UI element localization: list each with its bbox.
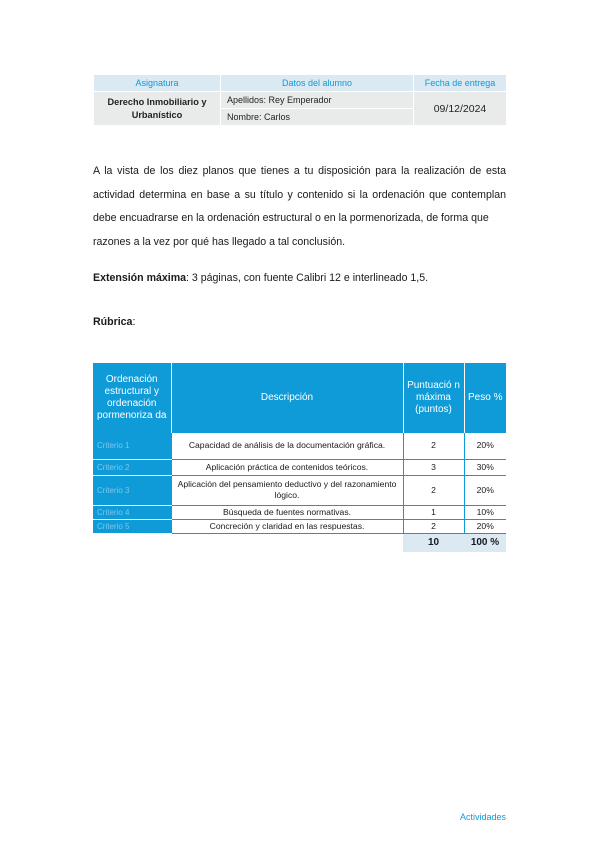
total-weight: 100 % xyxy=(464,533,506,552)
extension-text: : 3 páginas, con fuente Calibri 12 e interlineado 1,5. xyxy=(186,272,429,284)
header-col-date: Fecha de entrega xyxy=(414,75,507,92)
criterion-cell: Criterio 5 xyxy=(93,519,171,533)
rubric-label: Rúbrica xyxy=(93,316,133,328)
table-row xyxy=(93,475,506,505)
table-row xyxy=(93,505,506,519)
description-cell: Aplicación del pensamiento deductivo y del razonamiento lógico. xyxy=(171,475,403,505)
score-cell: 2 xyxy=(403,475,464,505)
description-cell: Capacidad de análisis de la documentación gráfica. xyxy=(171,433,403,459)
score-cell: 2 xyxy=(403,519,464,533)
criterion-cell: Criterio 1 xyxy=(93,433,171,459)
rubric-header-criterion: Ordenación estructural y ordenación pormenoriza da xyxy=(93,363,171,433)
extension-label: Extensión máxima xyxy=(93,272,187,284)
header-col-subject: Asignatura xyxy=(94,75,221,92)
criterion-cell: Criterio 4 xyxy=(93,505,171,519)
score-cell: 2 xyxy=(403,433,464,459)
weight-cell: 20% xyxy=(464,475,506,505)
total-row xyxy=(93,533,506,552)
description-cell: Búsqueda de fuentes normativas. xyxy=(171,505,403,519)
score-cell: 1 xyxy=(403,505,464,519)
header-col-student: Datos del alumno xyxy=(221,75,414,92)
instructions-text: A la vista de los diez planos que tienes a tu disposición para la realización de esta actividad determina en base a su título y contenido si la ordenación que contemplan debe encuadrarse en la ordenación estructural o en la pormenorizada, de forma que xyxy=(93,165,506,224)
student-name: Nombre: Carlos xyxy=(221,109,414,126)
rubric-header-max-score: Puntuació n máxima (puntos) xyxy=(403,363,464,433)
criterion-cell: Criterio 3 xyxy=(93,475,171,505)
weight-cell: 20% xyxy=(464,433,506,459)
table-row xyxy=(93,433,506,459)
description-cell: Concreción y claridad en las respuestas. xyxy=(171,519,403,533)
table-row xyxy=(93,459,506,475)
weight-cell: 20% xyxy=(464,519,506,533)
instructions-text-last: razones a la vez por qué has llegado a tal conclusión. xyxy=(93,235,346,248)
weight-cell: 10% xyxy=(464,505,506,519)
score-cell: 3 xyxy=(403,459,464,475)
extension-line xyxy=(93,272,428,284)
criterion-cell: Criterio 2 xyxy=(93,459,171,475)
total-spacer xyxy=(93,533,171,552)
footer-label: Actividades xyxy=(459,812,506,822)
instructions-paragraph xyxy=(93,160,506,254)
student-surname: Apellidos: Rey Emperador xyxy=(221,92,414,109)
weight-cell: 30% xyxy=(464,459,506,475)
delivery-date: 09/12/2024 xyxy=(414,92,507,126)
table-row xyxy=(93,519,506,533)
rubric-heading xyxy=(93,316,135,328)
header-table xyxy=(93,74,507,126)
total-score: 10 xyxy=(403,533,464,552)
total-spacer xyxy=(171,533,403,552)
rubric-header-weight: Peso % xyxy=(464,363,506,433)
rubric-header-description: Descripción xyxy=(171,363,403,433)
subject-name: Derecho Inmobiliario y Urbanístico xyxy=(94,92,221,126)
description-cell: Aplicación práctica de contenidos teóricos. xyxy=(171,459,403,475)
rubric-colon: : xyxy=(132,316,136,328)
rubric-table xyxy=(93,363,506,552)
